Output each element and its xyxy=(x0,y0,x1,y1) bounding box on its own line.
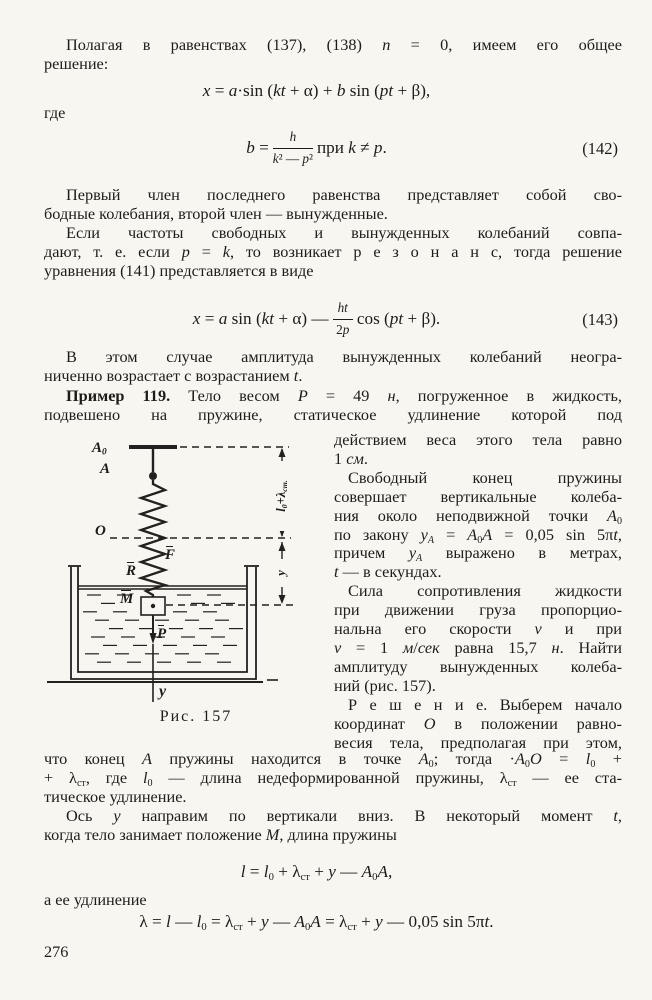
text-line: решение: xyxy=(44,53,109,73)
text-line: + $\lambda_{ст}$, где $l_0$ — длина недеформированной пружины, $\lambda_{ст}$ — ее ста- xyxy=(44,767,622,789)
formula-143 xyxy=(44,298,589,340)
formula-spring-length xyxy=(44,863,589,882)
text-line: бодные колебания, второй член — вынужденные. xyxy=(44,203,388,223)
text-line: причем $y_A$ выражено в метрах, xyxy=(334,543,622,565)
formula-lhs: x = a sin (kt + α) — xyxy=(192,308,329,328)
text-line: совершает вертикальные колеба- xyxy=(334,486,622,506)
paragraph-resonance xyxy=(44,224,622,281)
text-line: амплитуду вынужденных колеба- xyxy=(334,656,622,676)
text-line: Полагая в равенствах (137), (138) n = 0, имеем его общее xyxy=(66,35,622,54)
figure-157 xyxy=(15,438,307,740)
text-line: ний (рис. 157). xyxy=(334,675,436,695)
formula-142 xyxy=(44,127,589,169)
text-line: Если частоты свободных и вынужденных колебаний совпа- xyxy=(66,223,622,242)
formula-text: x = a·sin (kt + α) + b sin (pt + β), xyxy=(202,81,431,100)
text-line: нальна его скорости v и при xyxy=(334,619,622,639)
body-m-center-dot xyxy=(151,604,155,608)
text-line: ниченно возрастает с возрастанием t. xyxy=(44,365,303,385)
paragraph-amplitude xyxy=(44,348,622,386)
formula-rhs: cos (pt + β). xyxy=(356,308,441,328)
reference-dashed-lines xyxy=(110,447,293,605)
formula-elongation xyxy=(44,913,589,932)
paragraph-intro xyxy=(44,36,622,74)
text-line: весия тела, предполагая при этом, xyxy=(334,732,622,752)
formula-general-solution xyxy=(44,82,589,101)
paragraph-example119 xyxy=(44,387,622,425)
point-a-dot xyxy=(149,472,157,480)
text-line: Р е ш е н и е. Выберем начало xyxy=(348,694,622,714)
formula-text: λ = l — $l_0 = \lambda_{ст} + y$ — $A_0A = \lambda_{ст} + y$ — 0,05 sin 5πt. xyxy=(139,912,494,933)
fraction xyxy=(333,299,353,340)
text-line: Ось y направим по вертикали вниз. В некоторый момент t, xyxy=(66,805,622,825)
equation-number-143: (143) xyxy=(582,310,618,329)
text-line: Первый член последнего равенства представляет собой сво- xyxy=(66,185,622,204)
formula-rhs: при k ≠ p. xyxy=(316,137,387,157)
text-line: тическое удлинение. xyxy=(44,786,187,806)
paragraph-solution xyxy=(44,750,622,845)
text-line: t — в секундах. xyxy=(334,562,442,582)
text-line: где xyxy=(44,103,66,122)
equation-number-142: (142) xyxy=(582,139,618,158)
dimension-label-upper: $l_0+\lambda_{ст.}$ xyxy=(274,461,288,531)
text-line: что конец A пружины находится в точке $A_0$; тогда $\cdot A_0O = l_0$ + xyxy=(44,749,622,770)
text-line: действием веса этого тела равно xyxy=(334,430,622,449)
figure-label-a0: $A_0$ xyxy=(92,440,107,458)
text-line: Пример 119. Тело весом P = 49 н, погруженное в жидкость, xyxy=(66,386,622,405)
figure-label-f: F xyxy=(165,547,176,563)
text-line: 1 см. xyxy=(334,448,368,468)
fraction xyxy=(273,128,313,169)
fraction-denominator: k² — p² xyxy=(272,150,313,166)
fraction-denominator: 2p xyxy=(336,321,350,337)
text-line: уравнения (141) представляется в виде xyxy=(44,260,314,280)
text-line: v = 1 м/сек равна 15,7 н. Найти xyxy=(334,637,622,657)
text-line: ния около неподвижной точки $A_0$ xyxy=(334,505,622,527)
text-line: а ее удлинение xyxy=(44,890,147,909)
fraction-numerator: ht xyxy=(333,299,353,320)
text-line: Свободный конец пружины xyxy=(348,467,622,487)
figure-label-y-axis: y xyxy=(159,683,167,700)
text-line: подвешено на пружине, статическое удлинение которой под xyxy=(44,404,622,424)
text-line: координат O в положении равно- xyxy=(334,713,622,733)
text-line: В этом случае амплитуда вынужденных колебаний неогра- xyxy=(66,347,622,366)
text-line: по закону $y_A = A_0A = 0,05$ sin 5πt, xyxy=(334,524,622,546)
liquid-surface xyxy=(78,586,247,589)
weight-arrowhead xyxy=(150,633,157,644)
figure-caption: Рис. 157 xyxy=(159,708,233,725)
figure-label-o: O xyxy=(95,523,106,539)
figure-label-m: M xyxy=(120,591,134,607)
figure-label-r: R xyxy=(126,563,137,579)
text-line: когда тело занимает положение M, длина пружины xyxy=(44,824,397,844)
figure-label-p: P xyxy=(157,626,167,642)
formula-lhs: b = xyxy=(246,137,269,157)
dimension-label-lower: y xyxy=(274,559,288,587)
figure-label-a: A xyxy=(100,461,111,477)
paragraph-free-forced xyxy=(44,186,622,224)
right-column-text xyxy=(334,431,622,752)
fraction-numerator: h xyxy=(273,128,313,149)
page-number: 276 xyxy=(44,942,69,961)
text-line: дают, т. е. если p = k, то возникает р е з о н а н с, тогда решение xyxy=(44,241,622,261)
paragraph-elongation-intro xyxy=(44,891,147,910)
formula-text: $l = l_0 + \lambda_{ст} + y$ — $A_0A$, xyxy=(240,862,393,883)
text-line: при движении груза пропорцио- xyxy=(334,600,622,620)
paragraph-gde xyxy=(44,104,65,123)
text-line: Сила сопротивления жидкости xyxy=(348,581,622,601)
